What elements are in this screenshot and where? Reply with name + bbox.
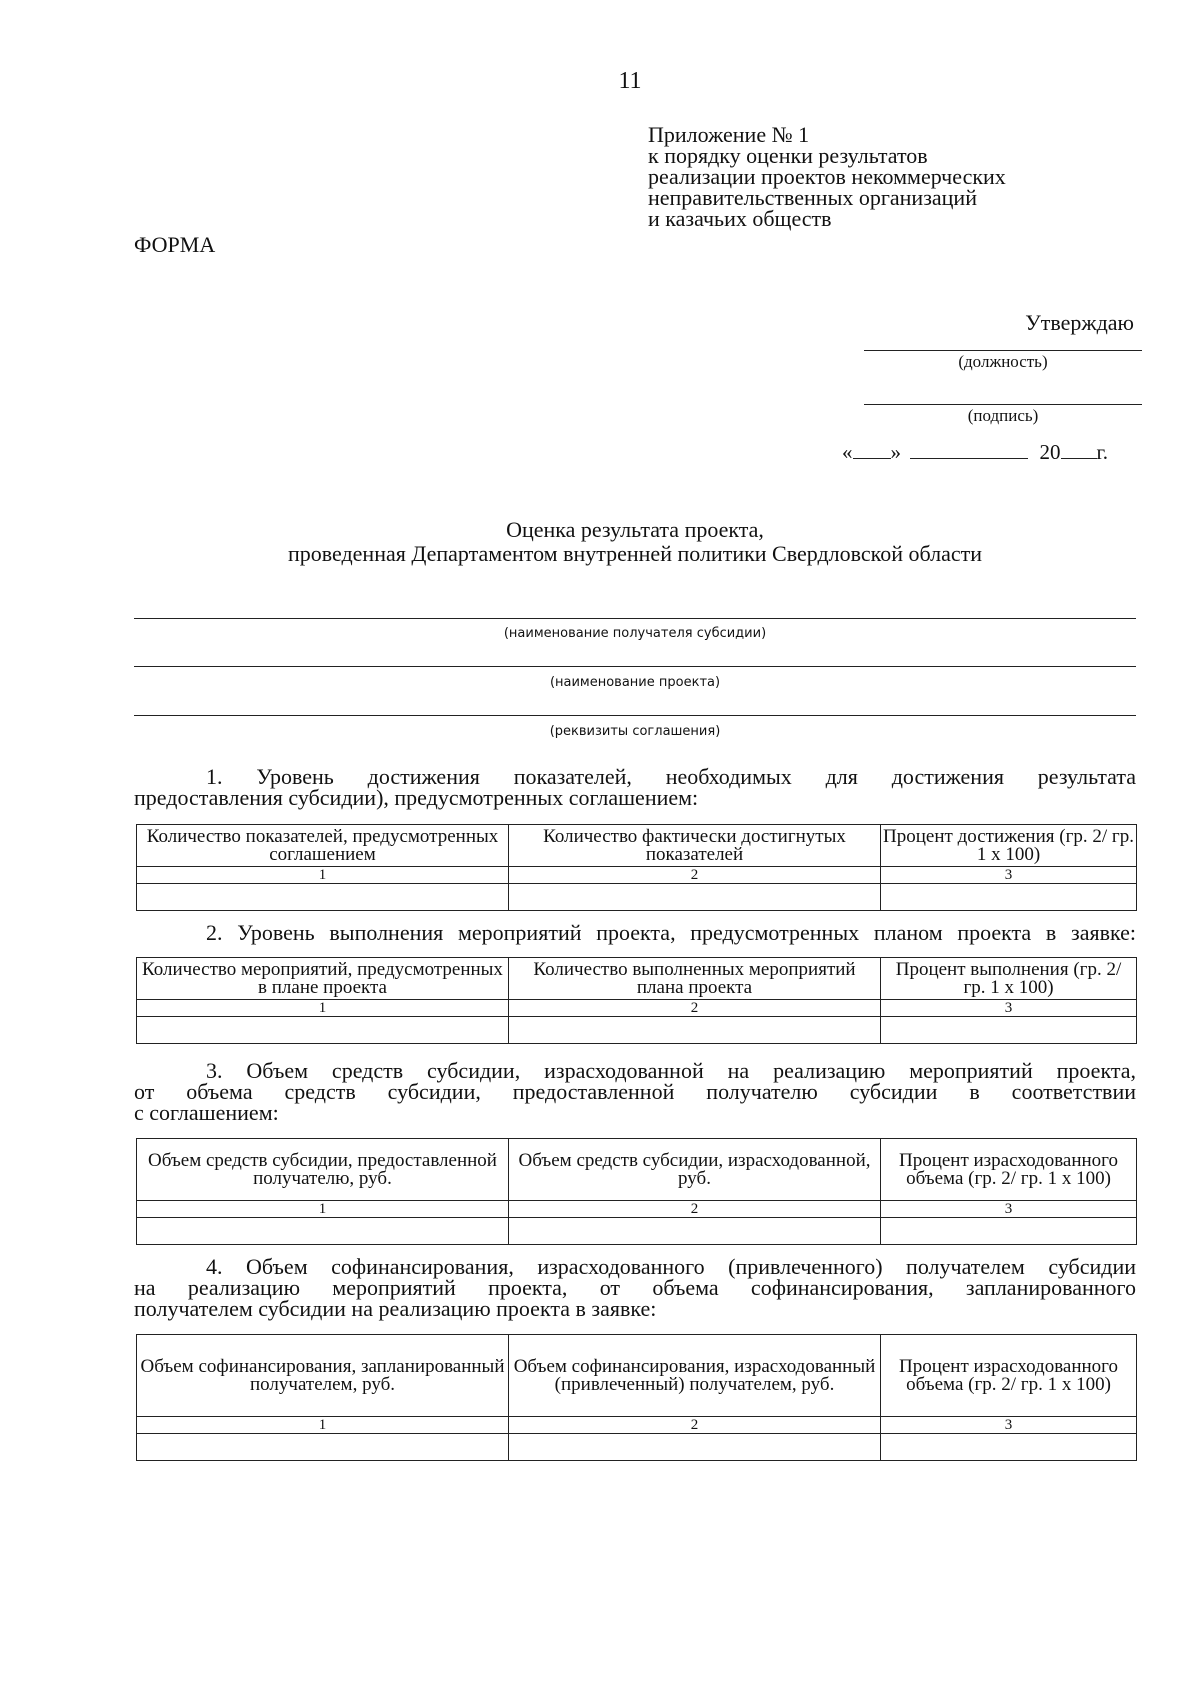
table-input-cell[interactable] [509, 1218, 881, 1245]
table-header-cell: Объем средств субсидии, предоставленной получателю, руб. [137, 1139, 509, 1201]
column-number: 1 [137, 1000, 509, 1017]
column-number: 3 [881, 1417, 1137, 1434]
project-caption: (наименование проекта) [549, 675, 721, 690]
appendix-line: и казачьих обществ [648, 206, 832, 231]
table-input-cell[interactable] [881, 1017, 1137, 1044]
section-3-table [136, 1138, 1137, 1245]
section-3-lead: 3. Объем средств субсидии, израсходованной на реализацию мероприятий проекта, [206, 1058, 1136, 1083]
section-3-mid: от объема средств субсидии, предоставленной получателю субсидии в соответствии [134, 1079, 1136, 1104]
document-title [134, 518, 1136, 566]
section-1-text [134, 766, 1136, 808]
column-number: 3 [881, 1201, 1137, 1218]
appendix-line: к порядку оценки результатов [648, 143, 928, 168]
section-2-table [136, 957, 1137, 1044]
table-input-cell[interactable] [509, 1434, 881, 1461]
table-header-cell: Объем средств субсидии, израсходованной, руб. [509, 1139, 881, 1201]
table-header-cell: Процент израсходованного объема (гр. 2/ гр. 1 х 100) [881, 1139, 1137, 1201]
section-4-table [136, 1334, 1137, 1461]
date-open-quote: « [842, 440, 853, 464]
year-suffix: г. [1096, 440, 1108, 464]
signature-line [864, 404, 1142, 405]
table-header-cell: Процент выполнения (гр. 2/ гр. 1 х 100) [881, 958, 1137, 1000]
position-line [864, 350, 1142, 351]
signature-caption: (подпись) [967, 406, 1039, 425]
approval-title: Утверждаю [1025, 310, 1134, 335]
year-blank [1061, 440, 1097, 459]
column-number: 2 [509, 867, 881, 884]
column-number: 1 [137, 867, 509, 884]
column-number: 2 [509, 1000, 881, 1017]
date-close-quote: » [890, 440, 901, 464]
recipient-line [134, 618, 1136, 619]
section-1-rest: предоставления субсидии), предусмотренных соглашением: [134, 785, 699, 810]
section-1-lead: 1. Уровень достижения показателей, необходимых для достижения результата [206, 764, 1136, 789]
column-number: 2 [509, 1201, 881, 1218]
title-line-2: проведенная Департаментом внутренней политики Свердловской области [287, 541, 983, 566]
table-input-cell[interactable] [509, 884, 881, 911]
column-number: 3 [881, 1000, 1137, 1017]
section-1-table [136, 824, 1137, 911]
table-input-cell[interactable] [137, 1218, 509, 1245]
table-header-cell: Количество показателей, предусмотренных соглашением [137, 825, 509, 867]
section-2-text [134, 922, 1136, 943]
agreement-line [134, 715, 1136, 716]
project-line [134, 666, 1136, 667]
table-input-cell[interactable] [137, 884, 509, 911]
column-number: 2 [509, 1417, 881, 1434]
appendix-line: неправительственных организаций [648, 185, 977, 210]
table-header-cell: Количество фактически достигнутых показателей [509, 825, 881, 867]
month-blank [910, 440, 1028, 459]
table-input-cell[interactable] [137, 1017, 509, 1044]
page-number: 11 [618, 68, 642, 94]
table-header-cell: Количество выполненных мероприятий плана проекта [509, 958, 881, 1000]
table-input-cell[interactable] [881, 1218, 1137, 1245]
column-number: 3 [881, 867, 1137, 884]
approval-date [842, 440, 1108, 465]
column-number: 1 [137, 1417, 509, 1434]
table-header-cell: Процент израсходованного объема (гр. 2/ гр. 1 х 100) [881, 1335, 1137, 1417]
year-prefix: 20 [1039, 440, 1061, 464]
appendix-heading [648, 124, 1006, 229]
table-input-cell[interactable] [881, 884, 1137, 911]
section-3-rest: с соглашением: [134, 1100, 279, 1125]
table-input-cell[interactable] [137, 1434, 509, 1461]
section-3-text [134, 1060, 1136, 1123]
appendix-line: Приложение № 1 [648, 122, 810, 147]
table-input-cell[interactable] [881, 1434, 1137, 1461]
day-blank [853, 440, 891, 459]
table-header-cell: Количество мероприятий, предусмотренных в плане проекта [137, 958, 509, 1000]
appendix-line: реализации проектов некоммерческих [648, 164, 1006, 189]
position-caption: (должность) [958, 352, 1048, 371]
title-line-1: Оценка результата проекта, [506, 517, 764, 542]
section-4-lead: 4. Объем софинансирования, израсходованного (привлеченного) получателем субсидии [206, 1254, 1136, 1279]
section-4-rest: получателем субсидии на реализацию проекта в заявке: [134, 1296, 657, 1321]
table-header-cell: Объем софинансирования, запланированный получателем, руб. [137, 1335, 509, 1417]
column-number: 1 [137, 1201, 509, 1218]
form-label: ФОРМА [134, 232, 216, 257]
recipient-caption: (наименование получателя субсидии) [503, 626, 767, 641]
table-input-cell[interactable] [509, 1017, 881, 1044]
section-4-mid: на реализацию мероприятий проекта, от объема софинансирования, запланированного [134, 1275, 1136, 1300]
table-header-cell: Процент достижения (гр. 2/ гр. 1 х 100) [881, 825, 1137, 867]
section-2-lead: 2. Уровень выполнения мероприятий проекта, предусмотренных планом проекта в заявке: [206, 920, 1136, 945]
table-header-cell: Объем софинансирования, израсходованный (привлеченный) получателем, руб. [509, 1335, 881, 1417]
section-4-text [134, 1256, 1136, 1319]
agreement-caption: (реквизиты соглашения) [549, 724, 721, 739]
